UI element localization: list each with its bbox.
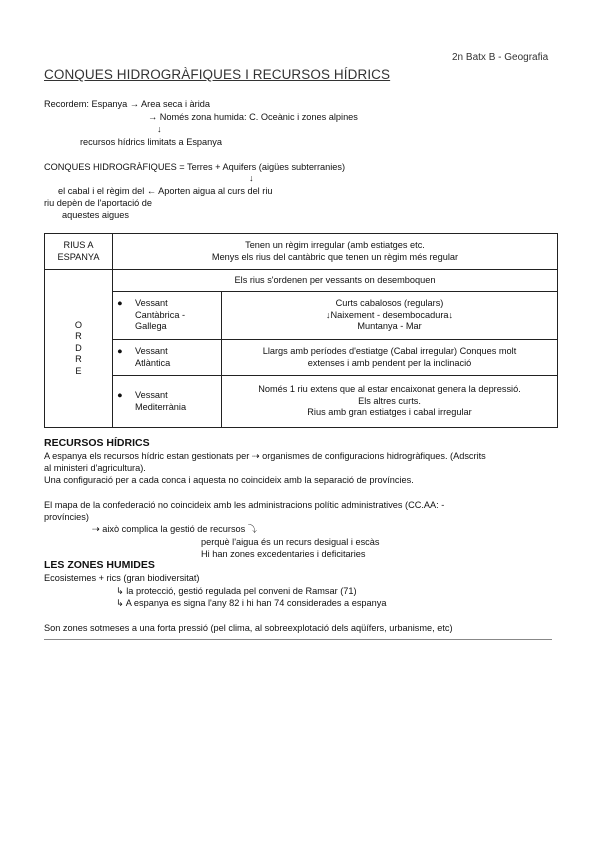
vessant-desc: Rius amb gran estiatges i cabal irregular bbox=[307, 407, 472, 418]
vessant-name: Gallega bbox=[135, 321, 167, 332]
conques-note-3: aquestes aigues bbox=[62, 210, 129, 220]
conques-note-1: el cabal i el règim del ← Aporten aigua al curs del riu bbox=[58, 186, 273, 196]
rius-label-2: ESPANYA bbox=[57, 251, 100, 262]
rius-desc-2: Menys els rius del cantàbric que tenen un règim més regular bbox=[211, 251, 459, 262]
rius-desc-1: Tenen un règim irregular (amb estiatges etc. bbox=[245, 239, 425, 250]
vessant-desc-cell bbox=[222, 376, 558, 428]
down-arrow-icon: ↓ bbox=[249, 173, 254, 183]
vessant-cell bbox=[113, 376, 222, 428]
vessant-desc: Els altres curts. bbox=[358, 395, 421, 406]
divider bbox=[44, 639, 552, 640]
recursos-heading: RECURSOS HÍDRICS bbox=[44, 437, 150, 449]
recursos-text: perquè l'aigua és un recurs desigual i escàs bbox=[201, 537, 380, 547]
vessant-desc: Només 1 riu extens que al estar encaixonat genera la depressió. bbox=[258, 383, 521, 394]
recursos-text: ⇢ això complica la gestió de recursos ⤵ bbox=[92, 524, 257, 534]
zones-text: ↳ A espanya es signa l'any 82 i hi han 74 considerades a espanya bbox=[116, 598, 387, 608]
intro-line-3: recursos hídrics limitats a Espanya bbox=[80, 137, 222, 147]
course-label: 2n Batx B - Geografia bbox=[452, 52, 549, 63]
vessant-name: Atlàntica bbox=[135, 357, 171, 368]
ordre-cell bbox=[45, 270, 113, 428]
vessant-desc: Llargs amb períodes d'estiatge (Cabal irregular) Conques molt bbox=[262, 345, 517, 356]
bullet-icon: ● bbox=[117, 389, 123, 400]
vessant-cell bbox=[113, 292, 222, 340]
recursos-text: El mapa de la confederació no coincideix amb les administracions polític administratives (CC.AA: - bbox=[44, 500, 445, 510]
vessant-name: Vessant bbox=[135, 345, 168, 356]
recursos-text: Hi han zones excedentaries i deficitaries bbox=[201, 549, 366, 559]
vessant-cell bbox=[113, 340, 222, 376]
intro-line-2: → Només zona humida: C. Oceànic i zones alpines bbox=[148, 112, 358, 122]
rius-desc-cell bbox=[113, 234, 558, 270]
bullet-icon: ● bbox=[117, 297, 123, 308]
ordre-letter: R bbox=[75, 354, 82, 365]
rius-label-1: RIUS A bbox=[63, 239, 94, 250]
vessant-name: Cantàbrica - bbox=[135, 309, 186, 320]
conques-definition: CONQUES HIDROGRÀFIQUES = Terres + Aquifers (aigües subterranies) bbox=[44, 162, 346, 172]
zones-text: Son zones sotmeses a una forta pressió (pel clima, al sobreexplotació dels aqüífers, urbanisme, etc) bbox=[44, 623, 453, 633]
vessant-name: Vessant bbox=[135, 297, 168, 308]
recursos-text: A espanya els recursos hídric estan gestionats per ⇢ organismes de configuracions hidrogràfiques. (Adscrits bbox=[44, 451, 486, 461]
vessant-desc: ↓Naixement - desembocadura↓ bbox=[325, 309, 454, 320]
vessant-desc-cell bbox=[222, 340, 558, 376]
down-arrow-icon: ↓ bbox=[157, 124, 162, 134]
vessant-name: Mediterrània bbox=[135, 401, 187, 412]
ordre-letter: R bbox=[75, 331, 82, 342]
ordre-letter: O bbox=[74, 319, 83, 330]
ordre-letter: E bbox=[75, 365, 82, 376]
vessant-desc: Muntanya - Mar bbox=[357, 321, 422, 332]
bullet-icon: ● bbox=[117, 345, 123, 356]
intro-line-1: Recordem: Espanya → Area seca i àrida bbox=[44, 99, 210, 109]
zones-heading: LES ZONES HUMIDES bbox=[44, 559, 155, 571]
page-title: CONQUES HIDROGRÀFIQUES I RECURSOS HÍDRICS bbox=[44, 67, 391, 82]
rius-label-cell bbox=[45, 234, 113, 270]
recursos-text: al ministeri d'agricultura). bbox=[44, 463, 146, 473]
vessant-desc: Curts cabalosos (regulars) bbox=[335, 297, 444, 308]
conques-note-2: riu depèn de l'aportació de bbox=[44, 198, 152, 208]
ordre-header: Els rius s'ordenen per vessants on desemboquen bbox=[113, 270, 558, 292]
vessant-name: Vessant bbox=[135, 389, 168, 400]
rivers-table bbox=[44, 233, 558, 428]
vessant-desc: extenses i amb pendent per la inclinació bbox=[307, 357, 472, 368]
zones-text: Ecosistemes + rics (gran biodiversitat) bbox=[44, 573, 200, 583]
recursos-text: províncies) bbox=[44, 512, 89, 522]
vessant-desc-cell bbox=[222, 292, 558, 340]
recursos-text: Una configuració per a cada conca i aquesta no coincideix amb la separació de províncies. bbox=[44, 475, 414, 485]
zones-text: ↳ la protecció, gestió regulada pel conveni de Ramsar (71) bbox=[116, 586, 357, 596]
ordre-letter: D bbox=[75, 342, 82, 353]
